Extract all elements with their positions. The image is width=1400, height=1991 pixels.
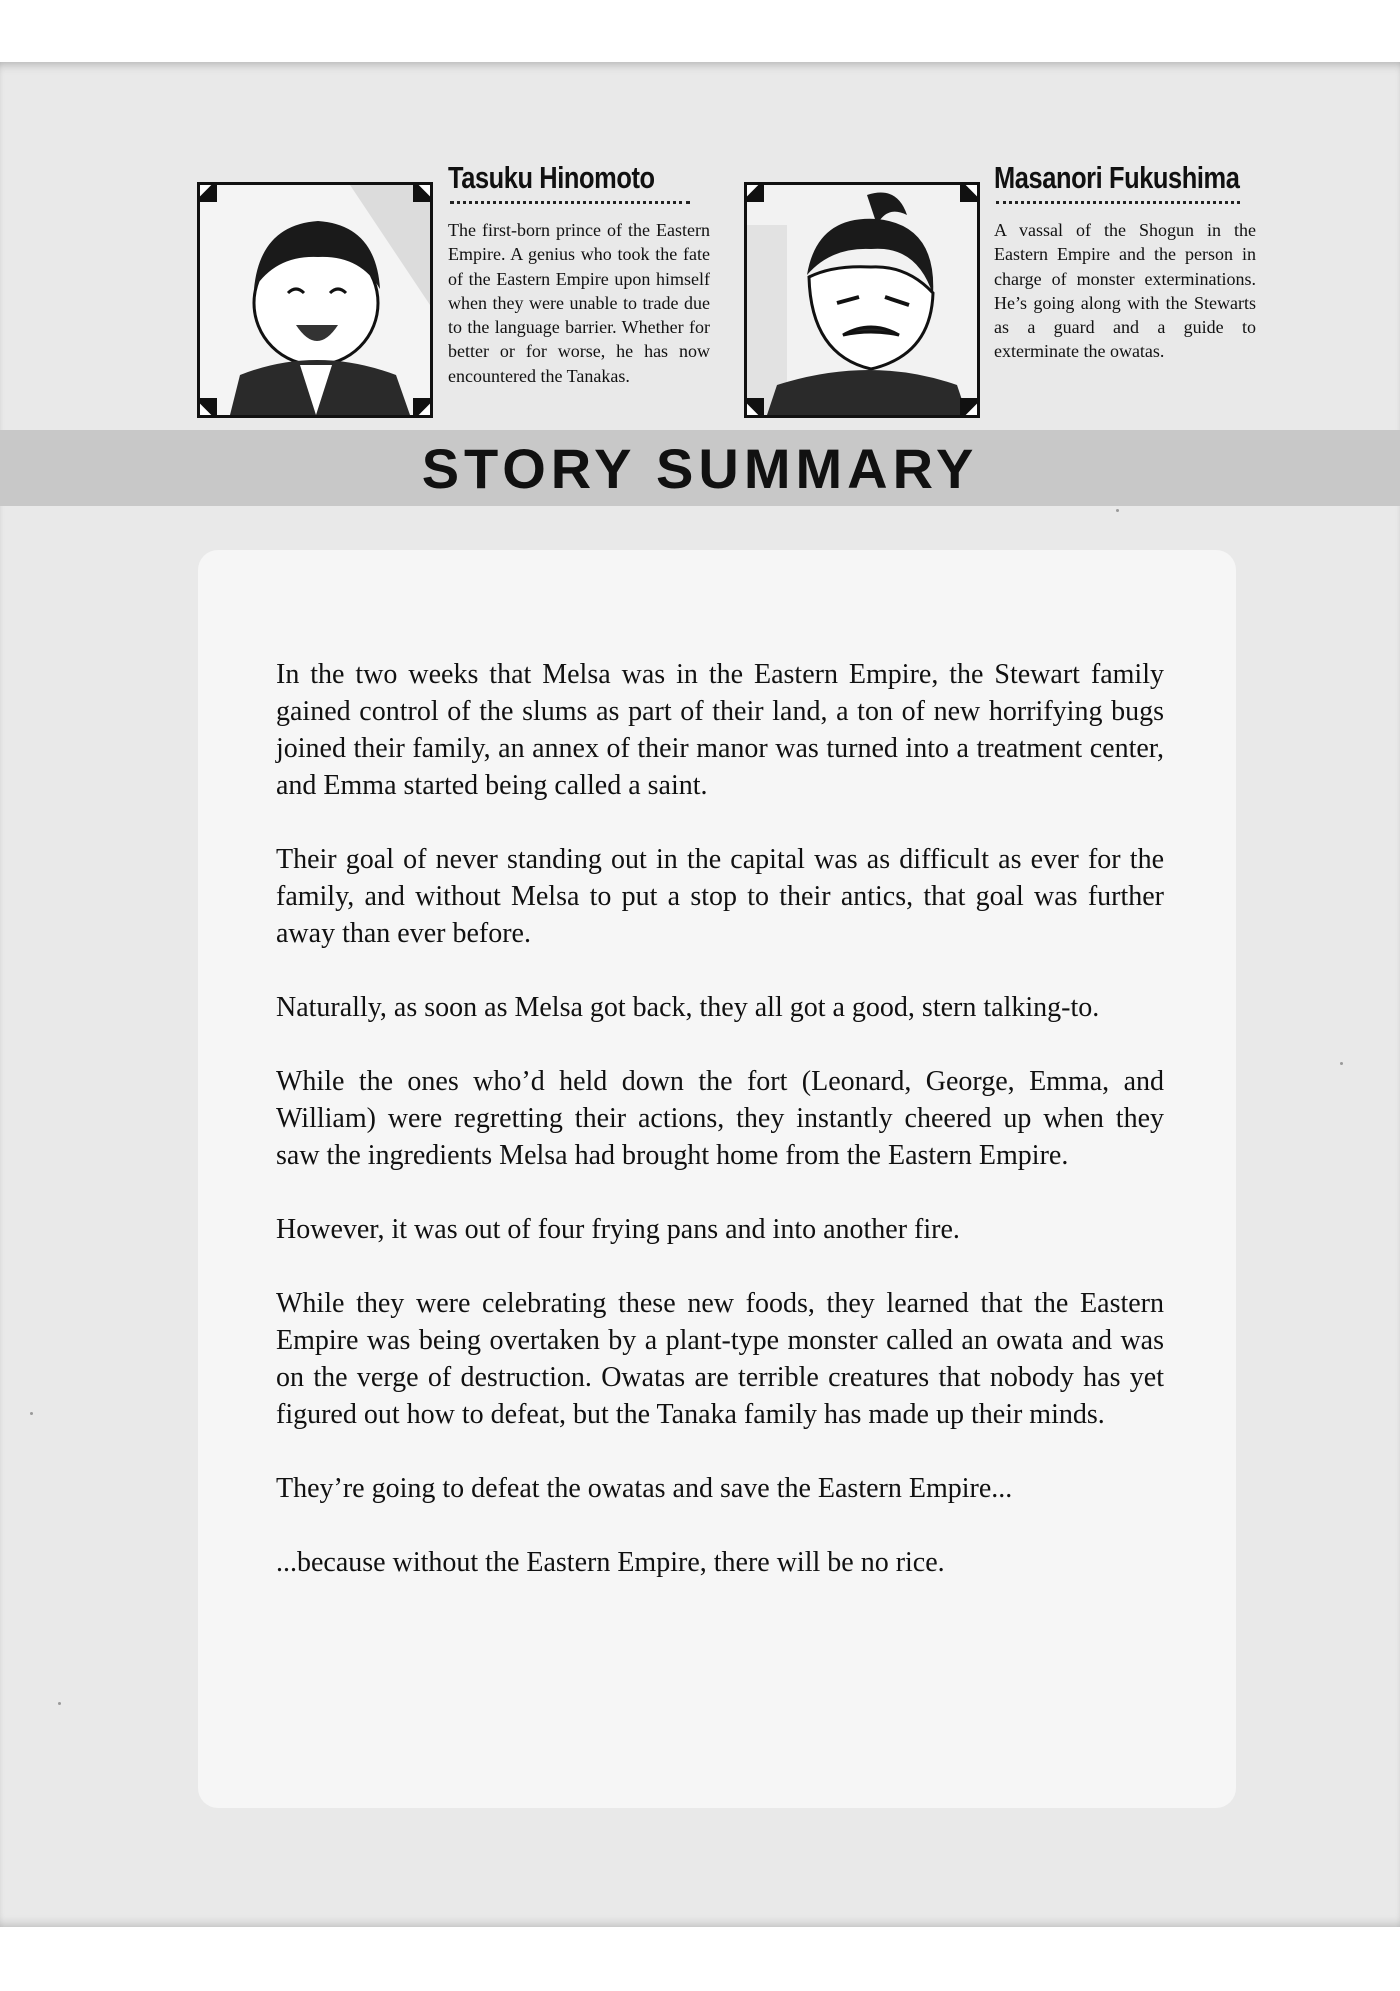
frame-corner (197, 182, 217, 202)
frame-corner (413, 182, 433, 202)
summary-paragraph: ...because without the Eastern Empire, there will be no rice. (276, 1547, 945, 1578)
section-title: STORY SUMMARY (421, 437, 979, 500)
summary-paragraph: Their goal of never standing out in the capital was as difficult as ever for the family, and without Melsa to put a stop to their antics, that goal was further away than ever before. (276, 844, 1164, 949)
summary-paragraph: However, it was out of four frying pans and into another fire. (276, 1214, 960, 1245)
name-underline (450, 201, 690, 204)
masanori-portrait (744, 182, 980, 418)
paper-speck (1116, 509, 1119, 512)
summary-paragraph: In the two weeks that Melsa was in the Eastern Empire, the Stewart family gained control of the slums as part of their land, a ton of new horrifying bugs joined their family, an annex of their manor was turned into a treatment center, and Emma started being called a saint. (276, 659, 1164, 801)
character-name: Masanori Fukushima (994, 160, 1240, 195)
character-description: A vassal of the Shogun in the Eastern Empire and the person in charge of monster exterminations. He’s going along with the Stewarts as a guard and a guide to exterminate the owatas. (994, 220, 1256, 362)
paper-speck (58, 1702, 61, 1705)
frame-corner (960, 182, 980, 202)
summary-text (276, 656, 1164, 1618)
frame-corner (960, 398, 980, 418)
frame-corner (413, 398, 433, 418)
summary-paragraph: They’re going to defeat the owatas and save the Eastern Empire... (276, 1473, 1013, 1504)
character-description: The first-born prince of the Eastern Empire. A genius who took the fate of the Eastern Empire upon himself when they were unable to trade due to the language barrier. Whether for better or for worse, he has now encountered the Tanakas. (448, 220, 710, 386)
summary-paragraph: While they were celebrating these new foods, they learned that the Eastern Empire was being overtaken by a plant-type monster called an owata and was on the verge of destruction. Owatas are terrible creatures that nobody has yet figured out how to defeat, but the Tanaka family has made up their minds. (276, 1288, 1164, 1430)
tasuku-portrait (197, 182, 433, 418)
section-banner (0, 430, 1400, 506)
name-underline (996, 201, 1240, 204)
summary-paragraph: While the ones who’d held down the fort (Leonard, George, Emma, and William) were regretting their actions, they instantly cheered up when they saw the ingredients Melsa had brought home from the Eastern Empire. (276, 1066, 1164, 1171)
paper-speck (30, 1412, 33, 1415)
summary-paragraph: Naturally, as soon as Melsa got back, they all got a good, stern talking-to. (276, 992, 1100, 1023)
frame-corner (744, 182, 764, 202)
frame-corner (744, 398, 764, 418)
character-name: Tasuku Hinomoto (448, 160, 655, 195)
paper-speck (1340, 1062, 1343, 1065)
frame-corner (197, 398, 217, 418)
